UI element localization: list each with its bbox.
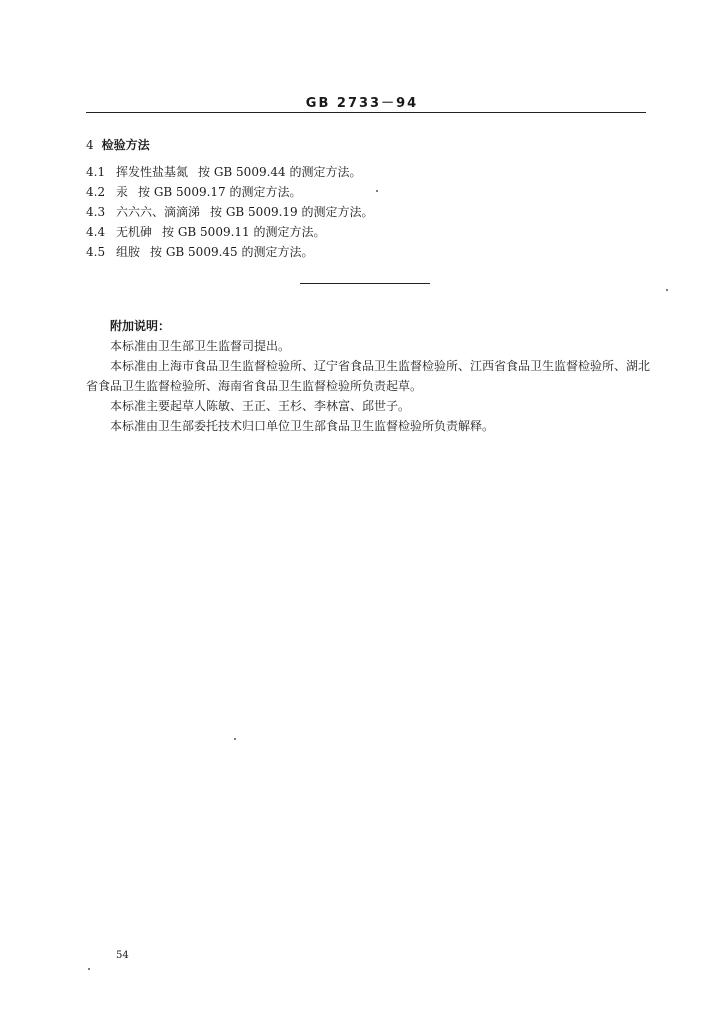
item-number: 4.5 [86, 245, 106, 259]
item-number: 4.4 [86, 225, 106, 239]
item-number: 4.1 [86, 165, 106, 179]
scan-speck [234, 738, 236, 740]
section-title: 检验方法 [101, 138, 150, 152]
item-method: 按 GB 5009.19 的测定方法。 [210, 205, 374, 219]
list-item [86, 242, 374, 262]
item-number: 4.2 [86, 185, 106, 199]
header-divider [86, 112, 646, 113]
item-name: 组胺 [116, 245, 141, 259]
scan-speck [666, 289, 668, 291]
page-number: 54 [116, 950, 129, 961]
list-item [86, 182, 374, 202]
note-line: 本标准由上海市食品卫生监督检验所、辽宁省食品卫生监督检验所、江西省食品卫生监督检验所、湖北省食品卫生监督检验所、海南省食品卫生监督检验所负责起草。 [86, 359, 651, 393]
standard-code: GB 2733－94 [305, 96, 419, 111]
list-item [86, 202, 374, 222]
inspection-method-list [86, 162, 374, 262]
list-item [86, 162, 374, 182]
item-method: 按 GB 5009.11 的测定方法。 [162, 225, 326, 239]
section-heading [86, 136, 150, 153]
item-method: 按 GB 5009.17 的测定方法。 [138, 185, 302, 199]
section-divider [300, 283, 430, 284]
item-name: 无机砷 [116, 225, 153, 239]
scan-speck [88, 968, 90, 970]
note-line: 本标准由卫生部委托技术归口单位卫生部食品卫生监督检验所负责解释。 [110, 419, 495, 433]
scan-speck [376, 190, 378, 192]
item-method: 按 GB 5009.45 的测定方法。 [150, 245, 314, 259]
note-line: 本标准由卫生部卫生监督司提出。 [110, 339, 291, 353]
section-number: 4 [86, 138, 94, 152]
item-method: 按 GB 5009.44 的测定方法。 [198, 165, 362, 179]
item-name: 六六六、滴滴涕 [116, 205, 201, 219]
notes-title: 附加说明： [110, 319, 171, 333]
item-name: 汞 [116, 185, 129, 199]
note-line: 本标准主要起草人陈敏、王正、王杉、李林富、邱世子。 [110, 399, 411, 413]
item-name: 挥发性盐基氮 [116, 165, 189, 179]
list-item [86, 222, 374, 242]
item-number: 4.3 [86, 205, 106, 219]
additional-notes [86, 316, 652, 436]
